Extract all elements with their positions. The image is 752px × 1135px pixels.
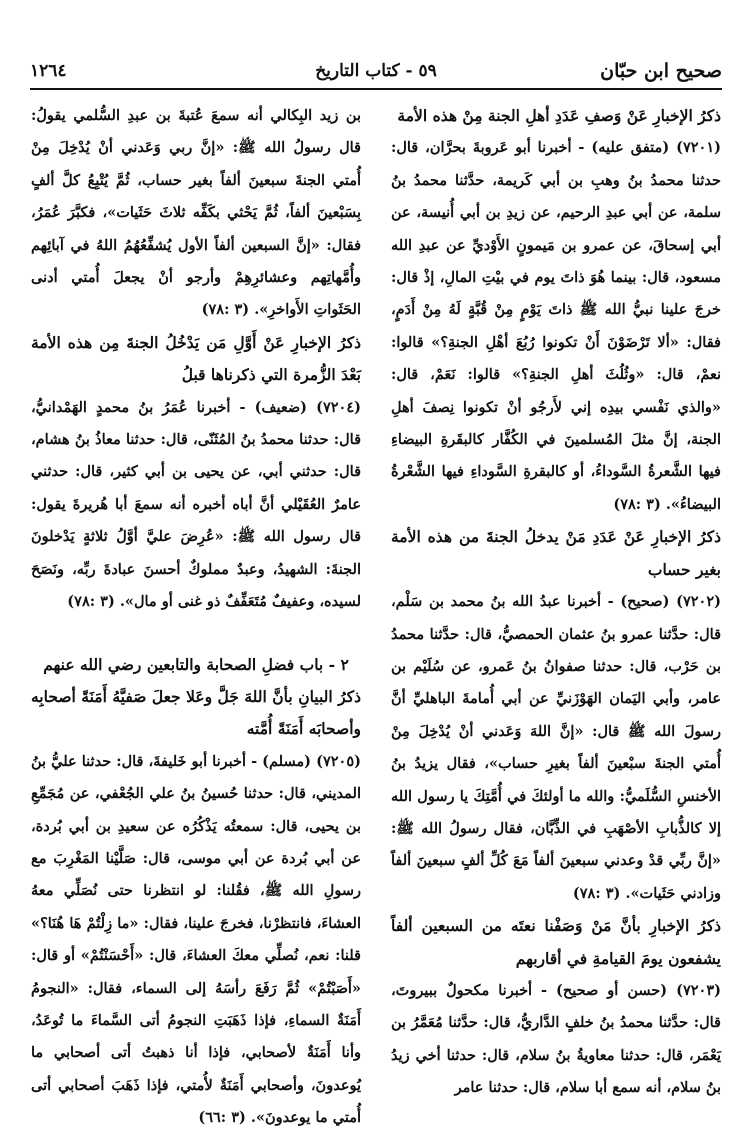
hadith-paragraph: (٧٢٠٢) (صحيح) - أخبرنا عبدُ الله بنُ محمد بن سَلْم، قال: حدَّثنا عمرو بنُ عثمان الحمصيُّ، قال: حدَّثنا محمدُ بن حَرْب، قال: حدثنا صفوانُ بنُ عَمرو، عن سُلَيْم بن عامر، وأبي اليَمان الهَوْزَنيِّ عن أبي أُمامةَ الباهليِّ أنَّ رسولَ الله ﷺ قال: «إنَّ اللهَ وَعَدني أنْ يُدْخِلَ مِنْ أُمتي الجنةَ سبْعينَ ألفاً بغيرِ حساب»، فقال يزيدُ بنُ الأخنسِ السُّلَميُّ: والله ما أولئكَ في أُمَّتِكَ يا رسول الله إلا كالذُّبابِ الأصْهَبِ في الذِّبَّان، فقال رسولُ الله ﷺ: «إنَّ ربِّي قدْ وعدني سبعينَ ألفاً مَعَ كُلِّ ألفٍ سبعينَ ألفاً وزادني حَثَيات». (٣ :٧٨)	[391, 593, 721, 902]
section-heading: ذكرُ البيانِ بأنَّ اللهَ جَلَّ وعَلا جعلَ صَفيَّهُ أَمَنَةً أصحابِه وأصحابَه أَمَنَةً أُمَّته	[31, 686, 361, 739]
section-heading: ذكرُ الإخبارِ عَنْ وَصفِ عَدَدِ أهلِ الجنة مِنْ هذه الأمة	[397, 106, 721, 125]
chapter-title: ٥٩ - كتاب التاريخ	[315, 61, 437, 81]
hadith-paragraph: بن زيد البِكالي أنه سمعَ عُتبةَ بن عبدِ السُّلمي يقولُ: قال رسولُ الله ﷺ: «إنَّ ربي وَعَدني أنْ يُدْخِلَ مِنْ أُمتي الجنةَ سبعينَ ألفاً بغير حساب، ثُمَّ يُتْبِعُ كلَّ ألفٍ بِسَبْعينَ ألفاً، ثُمَّ يَحْثي بكَفِّه ثلاثَ حَثَيات»، فكبَّرَ عُمَرُ، فقال: «إنَّ السبعين ألفاً الأول يُشفِّعُهُمُ اللهُ في آبائِهم وأُمَّهاتِهم وعشائرِهِمْ وأرجو أنْ يجعلَ أُمتي أدنى الحَثَواتِ الأَواخرِ». (٣ :٧٨)	[31, 107, 361, 319]
page-header	[30, 56, 722, 86]
header-rule	[30, 88, 722, 90]
chapter-heading: ٢ - باب فضلِ الصحابة والتابعين رضي الله عنهم	[43, 654, 349, 674]
hadith-paragraph: (٧٢٠١) (متفق عليه) - أخبرنا أبو عَروبةَ بحرَّان، قال: حدثنا محمدُ بنُ وهبِ بن أبي كَريمة، حدَّثنا محمدُ بنُ سلمة، عن أبي عبدِ الرحيم، عن زيدِ بن أبي أُنيسة، عن أبي إسحاقَ، عن عمرو بن مَيمونٍ الأَوْديِّ عن عبدِ الله مسعود، قال: بينما هُوَ ذاتَ يوم في بيْتِ المالِ، إذْ قال: خرجَ علينا نبيُّ الله ﷺ ذاتَ يَوْمٍ مِنْ قُبَّةٍ لَهُ مِنْ أَدَمٍ، فقال: «ألا تَرْضَوْنَ أَنْ تكونوا رُبُعَ أهْلِ الجنةِ؟» قالوا: نعمْ، قال: «وثُلُثَ أهلِ الجنةِ؟» قالوا: نَعَمْ، قال: «والذي نَفْسي بيدِه إني لأَرجُو أنْ تكونوا نِصفَ أهلِ الجنة، إنَّ مثلَ المُسلمينَ في الكُفَّار كالبقَرةِ البيضاءِ فيها الشَّعرةُ السَّوداءُ، أو كالبقرةِ السَّوداءِ فيها الشَّعْرةُ البيضاءُ». (٣ :٧٨)	[391, 139, 721, 513]
book-title: صحيح ابن حبّان	[600, 60, 722, 82]
spacer	[31, 619, 361, 649]
section-heading: ذكرُ الإخبارِ عَنْ عَدَدِ مَنْ يدخلُ الجنةَ من هذه الأمة بغير حساب	[391, 527, 721, 579]
right-column	[391, 100, 721, 1097]
page-number: ١٢٦٤	[30, 61, 67, 81]
left-column	[31, 100, 361, 1127]
section-heading: ذكرُ الإخبارِ عَنْ أَوَّلِ مَن يَدْخُلُ الجنةَ مِن هذه الأمة بَعْدَ الزُّمرة التي ذكرناها قبلُ	[31, 332, 361, 385]
hadith-paragraph: (٧٢٠٣) (حسن أو صحيح) - أخبرنا مكحولٌ ببيروتَ، قال: حدَّثنا محمدُ بنُ خلفٍ الدَّاريُّ، قال: حدَّثنا مُعَمَّرُ بن يَعْمَر، قال: حدثنا معاويةُ بنُ سلام، قال: حدثنا أخي زيدُ بنُ سلام، أنه سمع أبا سلام، قال: حدثنا عامر	[391, 981, 721, 1097]
hadith-paragraph: (٧٢٠٥) (مسلم) - أخبرنا أبو خَليفةَ، قال: حدثنا عليُّ بنُ المديني، قال: حدثنا حُسينُ بنُ علي الجُعْفي، عن مُجَمِّعِ بن يحيى، قال: سمعتُه يَذْكُرُه عن سعيدِ بن أبي بُردة، عن أبي بُردة عن أبي موسى، قال: صَلَّيْنا المَغْرِبَ مع رسولِ الله ﷺ، فقُلنا: لو انتظرنا حتى نُصَلِّي معهُ العشاءَ، فانتظرْنا، فخرجَ علينا، فقال: «ما زِلْتُمْ هَا هُنَا؟» قلنا: نعم، نُصلِّي معكَ العشاءَ، قال: «أَحْسَنْتُمْ» أو قال: «أَصَبْتُمْ» ثُمَّ رَفَعَ رأسَهُ إلى السماء، فقال: «النجومُ أَمَنَةٌ السماءِ، فإذا ذَهَبَتِ النجومُ أتى السَّماءَ ما تُوعَدُ، وأنا أَمَنَةٌ لأصحابي، فإذا أنا ذهبتُ أتى أصحابي ما يُوعدونَ، وأصحابي أَمَنَةٌ لأُمتي، فإذا ذَهَبَ أصحابي أتى أُمتي ما يوعدونَ». (٣ :٦٦)	[31, 752, 361, 1127]
hadith-paragraph: (٧٢٠٤) (ضعيف) - أخبرنا عُمَرُ بنُ محمدٍ الهَمْدانيُّ، قال: حدثنا محمدُ بنُ المُثَنّى، قال: حدثنا معاذُ بنُ هشام، قال: حدثني أبي، عن يحيى بن أبي كثير، قال: حدثني عامرٌ العُقَيْلي أنَّ أباه أخبره أنه سمعَ أبا هُريرةَ يقول: قال رسول الله ﷺ: «عُرِضَ عليَّ أوَّلُ ثلاثةٍ يَدْخلونَ الجنةَ: الشهيدُ، وعبدٌ مملوكٌ أحسنَ عبادةَ ربِّه، ونَصَحَ لسيده، وعفيفٌ مُتَعَفِّفٌ ذو غنى أو مال». (٣ :٧٨)	[31, 398, 361, 611]
section-heading: ذكرُ الإخبارِ بأنَّ مَنْ وَصَفْنا نعتَه من السبعين ألفاً يشفعون يومَ القيامةِ في أقاربهم	[391, 916, 721, 968]
